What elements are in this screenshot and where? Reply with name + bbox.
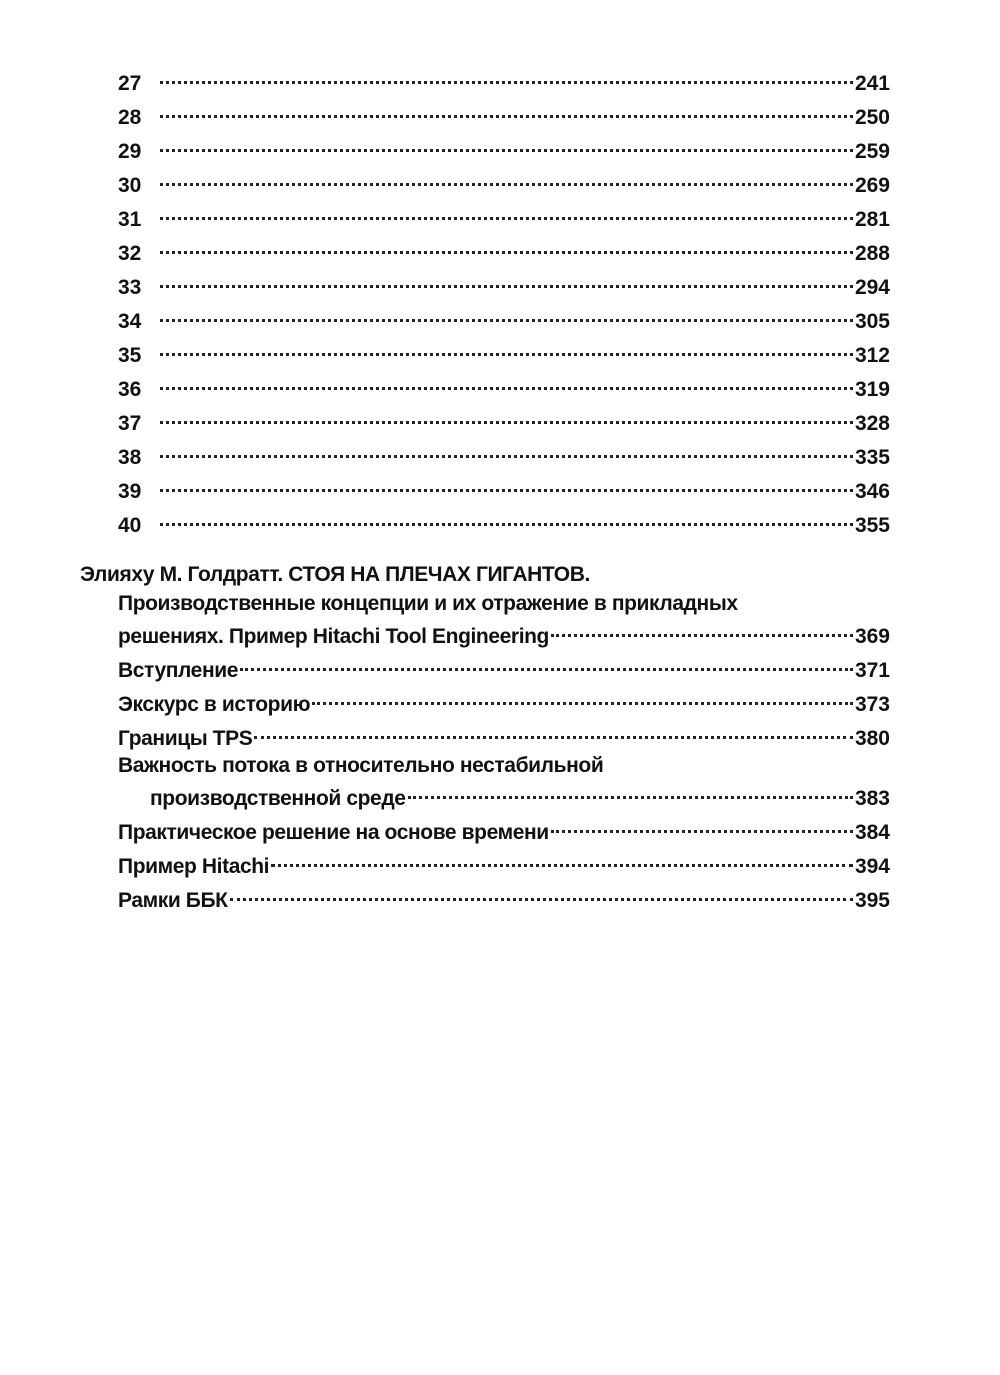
- dot-leader: [551, 617, 853, 643]
- entry-label: 38: [118, 446, 142, 469]
- dot-leader: [408, 779, 853, 805]
- entry-page-number: 384: [854, 821, 890, 844]
- entry-page-number: 328: [854, 412, 890, 435]
- entry-label: 28: [118, 106, 142, 129]
- entry-label: 31: [118, 208, 142, 231]
- entry-page-number: 383: [854, 787, 890, 810]
- dot-leader: [160, 234, 853, 260]
- toc-entry: [118, 166, 890, 199]
- toc-entry: [118, 472, 890, 505]
- entry-label: 30: [118, 174, 142, 197]
- toc-entry: [118, 719, 890, 752]
- entry-label-line1: Важность потока в относительно нестабильной: [118, 754, 604, 777]
- entry-label: 34: [118, 310, 142, 333]
- toc-entry: [118, 64, 890, 97]
- entry-label: 32: [118, 242, 142, 265]
- dot-leader: [160, 438, 853, 464]
- dot-leader: [160, 336, 853, 362]
- toc-entry: [118, 881, 890, 914]
- entry-label: 35: [118, 344, 142, 367]
- toc-entry: [118, 370, 890, 403]
- entry-page-number: 250: [854, 106, 890, 129]
- dot-leader: [254, 719, 853, 745]
- entry-page-number: 294: [854, 276, 890, 299]
- dot-leader: [312, 685, 853, 711]
- entry-page-number: 305: [854, 310, 890, 333]
- entry-page-number: 380: [854, 727, 890, 750]
- entry-page-number: 373: [854, 693, 890, 716]
- entry-page-number: 281: [854, 208, 890, 231]
- toc-entry: [118, 268, 890, 301]
- entry-label: Экскурс в историю: [118, 693, 311, 716]
- dot-leader: [160, 98, 853, 124]
- entry-label: Практическое решение на основе времени: [118, 821, 549, 844]
- toc-entry: [118, 651, 890, 684]
- entry-page-number: 319: [854, 378, 890, 401]
- entry-page-number: 355: [854, 514, 890, 537]
- toc-entry: [118, 617, 890, 650]
- entry-page-number: 369: [854, 625, 890, 648]
- entry-label: Рамки ББК: [118, 889, 228, 912]
- toc-entry: [118, 336, 890, 369]
- dot-leader: [271, 847, 853, 873]
- dot-leader: [160, 166, 853, 192]
- entry-label: 39: [118, 480, 142, 503]
- dot-leader: [160, 200, 853, 226]
- dot-leader: [160, 370, 853, 396]
- entry-page-number: 259: [854, 140, 890, 163]
- entry-label: 37: [118, 412, 142, 435]
- entry-page-number: 312: [854, 344, 890, 367]
- entry-page-number: 394: [854, 855, 890, 878]
- toc-entry: [118, 132, 890, 165]
- dot-leader: [160, 132, 853, 158]
- toc-entry: [118, 200, 890, 233]
- toc-entry: [118, 98, 890, 131]
- entry-page-number: 371: [854, 659, 890, 682]
- section-title: Элияху М. Голдратт. СТОЯ НА ПЛЕЧАХ ГИГАНТОВ.: [80, 563, 590, 586]
- entry-label: Пример Hitachi: [118, 855, 270, 878]
- toc-entry: [118, 234, 890, 267]
- dot-leader: [160, 506, 853, 532]
- entry-label: Границы TPS: [118, 727, 253, 750]
- dot-leader: [551, 813, 853, 839]
- entry-label: 36: [118, 378, 142, 401]
- entry-label: 33: [118, 276, 142, 299]
- entry-page-number: 241: [854, 72, 890, 95]
- entry-label-line1: Производственные концепции и их отражение в прикладных: [118, 592, 738, 615]
- entry-label: Вступление: [118, 659, 239, 682]
- entry-label: решениях. Пример Hitachi Tool Engineering: [118, 625, 549, 648]
- entry-page-number: 335: [854, 446, 890, 469]
- entry-label: производственной среде: [150, 787, 406, 810]
- entry-page-number: 269: [854, 174, 890, 197]
- dot-leader: [160, 268, 853, 294]
- dot-leader: [160, 404, 853, 430]
- dot-leader: [240, 651, 853, 677]
- dot-leader: [160, 64, 853, 90]
- toc-entry: [150, 779, 890, 812]
- toc-entry: [118, 847, 890, 880]
- toc-entry: [118, 813, 890, 846]
- toc-entry: [118, 302, 890, 335]
- toc-entry: [118, 438, 890, 471]
- entry-label: 29: [118, 140, 142, 163]
- entry-label: 40: [118, 514, 142, 537]
- toc-entry: [118, 506, 890, 539]
- toc-entry: [118, 404, 890, 437]
- dot-leader: [230, 881, 853, 907]
- entry-page-number: 288: [854, 242, 890, 265]
- entry-page-number: 395: [854, 889, 890, 912]
- entry-page-number: 346: [854, 480, 890, 503]
- dot-leader: [160, 302, 853, 328]
- dot-leader: [160, 472, 853, 498]
- entry-label: 27: [118, 72, 142, 95]
- toc-entry: [118, 685, 890, 718]
